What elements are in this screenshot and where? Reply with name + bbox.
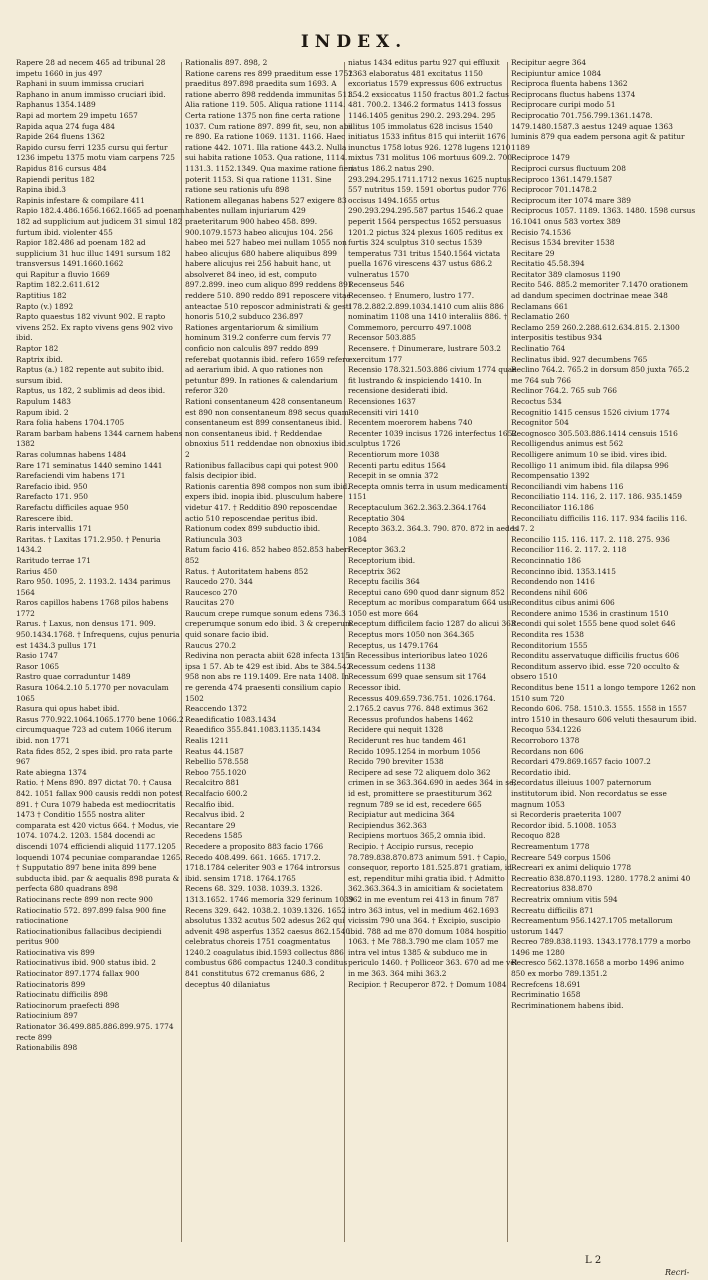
index-entry: Recepit in se omnia 372 [348,471,439,481]
index-entry: Rasura 1064.2.10 5.1770 per novaculam 1065 [16,683,169,703]
index-entry: Recompensatio 1392 [511,471,590,481]
index-entry: Recorroboro 1378 [511,736,580,745]
index-entry: Ratiocinativa vis 899 [16,947,95,957]
index-entry: Recreatorius 838.870 [511,884,593,894]
index-entry: Recordans non 606 [511,746,584,756]
index-entry: Recipior. † Recuperor 872. † Domum 1084 [348,979,507,989]
index-entry: Recipitur aegre 364 [511,58,587,67]
index-entry: Recriminationem habens ibid. [511,1000,624,1010]
index-entry: Raptrix ibid. [16,354,63,364]
index-entry: Recolligere animum 10 se ibid. vires ibid. [511,449,667,459]
index-entry: Ratiocinatio 572. 897.899 falsa 900 fine ratiocinatione [16,905,167,926]
index-entry: Recreatrix omnium vitis 594 [511,894,618,904]
index-entry: Recolligo 11 animum ibid. fila dilapsa 996 [511,460,669,470]
index-entry: Raros capillos habens 1768 pilos habens 1772 [16,598,169,618]
index-entry: Reconditus cibus animi 606 [511,598,615,608]
index-entry: Receptrix 362 [348,566,401,576]
index-entry: Recipiendus 362.363 [348,820,427,830]
index-entry: Rationabilis 898 [16,1043,78,1053]
index-entry: Recepto 363.2. 364.3. 790. 870. 872 in aedes 1084 [348,524,518,544]
index-entry: Receptui cano 690 quod danr signum 852 [348,587,505,597]
index-entry: Reaedifico 355.841.1083.1135.1434 [185,725,321,735]
catchword: Recri- [665,1268,690,1277]
index-entry: Recreatio 838.870.1193. 1280. 1778.2 animi 40 [511,873,691,883]
index-entry: Rapio 182.4.486.1656.1662.1665 ad poenam 182 ad supplicium aut judicem 31 simul 182 furtum ibid. violenter 455 [16,206,185,237]
index-entry: Rarius 450 [16,566,58,576]
index-entry: Rationi consentaneum 428 consentaneum est 890 non consentaneum 898 secus quam consentaneum est 899 consentaneus ibid. non consentaneus ibid. † Reddendae obnoxius 511 reddendae non obnoxius ibid. 2 [185,397,349,459]
index-entry: Ratus. † Autoritatem habens 852 [185,566,309,576]
index-entry: Reclamans 661 [511,301,569,311]
index-entry: Reclino 764.2. 765.2 in dorsum 850 juxta 765.2 me 764 sub 766 [511,365,690,385]
index-entry: Reconcilior 116. 2. 117. 2. 118 [511,545,627,555]
index-entry: Recondens nihil 606 [511,587,588,597]
index-entry: Recondere animo 1536 in crastinum 1510 [511,608,669,618]
index-column-4 [511,58,697,1258]
index-entry: Recentiorum more 1038 [348,449,440,459]
index-entry: Rapido cursu ferri 1235 cursu qui fertur 1236 impetu 1375 motu viam carpens 725 [16,142,175,163]
index-entry: Recedere a proposito 883 facio 1766 [185,841,324,851]
index-entry: Rapiendi peritus 182 [16,174,95,184]
index-entry: Recipiens mortuos 365,2 omnia ibid. [348,831,486,841]
index-entry: Recedens 1585 [185,831,243,841]
index-entry: Recido 790 breviter 1538 [348,757,444,767]
index-entry: Reconciliatio 114. 116, 2. 117. 186. 935.1459 [511,492,682,502]
index-entry: Receptaculum 362.2.363.2.364.1764 [348,502,487,512]
index-entry: Reboo 755.1020 [185,767,247,777]
index-entry: Recondo 606. 758. 1510.3. 1555. 1558 in 1557 intro 1510 in thesauro 606 veluti thesaurum ibid. [511,704,697,724]
index-entry: Reclinatio 764 [511,344,566,354]
index-entry: Rasura qui opus habet ibid. [16,704,120,714]
index-entry: Rasio 1747 [16,651,58,661]
index-entry: Rapidus 816 cursus 484 [16,163,107,173]
index-entry: Recolligendus animus est 562 [511,439,624,449]
index-entry: Rarus. † Laxus, non densus 171. 909. 950.1434.1768. † Infrequens, cujus penuria est 1434.3 pullus 171 [16,619,180,650]
index-entry: Rarefacto 171. 950 [16,492,89,502]
index-entry: Ratiocinans recte 899 non recte 900 [16,894,153,904]
index-entry: Recenseo. † Enumero, lustro 177. 178.2.882.2.899.1034.1410 cum aliis 886 nominatim 1108 una 1410 interaliis 886. † Commemoro, percurro 497.1008 [348,291,508,332]
index-entry: Raptus (a.) 182 repente aut subito ibid. sursum ibid. [16,365,164,385]
index-entry: Rata fides 852, 2 spes ibid. pro rata parte 967 [16,746,173,767]
index-entry: Recipio. † Accipio rursus, recepio 78.789.838.870.873 animum 591. † Capio, consequor, reporto 181.525.871 gratiam, id est, rependitur mihi gratia ibid. † Admitto 362.363.364.3 in amicitiam & societatem 362 in me eventum rei 413 in finum 787 intro 363 intus, vel in medium 462.1693 vicissim 790 una 364. † Excipio, suscipio ibid. 788 ad me 870 domum 1084 hospitio 1063. † Me 788.3.790 me clam 1057 me intra vel intus 1385 & subduco me in periculo 1460. † Polliceor 363. 670 ad me vel in me 363. 364 mihi 363.2 [348,841,518,979]
index-entry: Rate abiegna 1374 [16,767,87,777]
index-entry: Rationalis 897. 898, 2 [185,58,268,67]
index-entry: Receptus mors 1050 non 364.365 [348,630,475,640]
index-entry: Reciprocatio 701.756.799.1361.1478. 1479.1480.1587.3 aestus 1249 aquae 1363 luminis 879 qua eadem persona agit & patitur 1189 [511,110,685,152]
index-entry: Recipiatur aut medicina 364 [348,810,455,820]
index-entry: Raphanus 1354.1489 [16,100,96,110]
index-entry: Recedo 408.499. 661. 1665. 1717.2. 1718.1784 celeriter 903 e 1764 introrsus ibid. sensim 1718. 1764.1765 [185,852,340,883]
index-entry: Rapulum 1483 [16,397,71,406]
index-entry: Recreare 549 corpus 1506 [511,852,611,862]
index-entry: Rapinis infestare & compilare 411 [16,195,145,205]
index-entry: Recentem moerorem habens 740 [348,418,473,428]
index-entry: Recessum 699 quae sensum sit 1764 [348,672,487,682]
index-entry: Reciprocus 1057. 1189. 1363. 1480. 1598 cursus 16.1041 onus 583 vortex 389 [511,206,696,226]
index-entry: Receptus, us 1479.1764 [348,640,439,650]
index-entry: Ratiocinorum praefecti 898 [16,1000,120,1010]
index-entry: Receptor 363.2 [348,545,406,555]
index-entry: Reaedificatio 1083.1434 [185,714,277,724]
index-entry: Rationum codex 899 subductio ibid. [185,524,321,534]
index-entry: Rare 171 seminatus 1440 semino 1441 [16,460,163,470]
index-entry: Recepta omnis terra in usum medicamenti 1151 [348,481,508,502]
index-entry: Recondendo non 1416 [511,577,595,587]
index-entry: Recalfio ibid. [185,799,235,809]
index-entry: Recognitio 1415 census 1526 civium 1774 [511,407,670,417]
index-entry: Recensere. † Dinumerare, lustrare 503.2 exercitum 177 [348,344,502,364]
index-entry: Recalcitro 881 [185,778,240,788]
index-entry: Reciproce 1479 [511,153,570,163]
index-entry: Raris intervallis 171 [16,524,93,534]
index-entry: Recreamentum 956.1427.1705 metallorum ustorum 1447 [511,916,673,936]
index-entry: Recensiones 1637 [348,397,416,406]
index-entry: Raptim 182.2.611.612 [16,280,100,290]
index-entry: Rasus 770.922.1064.1065.1770 bene 1066.2 circumquaque 723 ad cutem 1066 iterum ibid. non 1771 [16,714,184,745]
signature-mark: L 2 [585,1255,602,1266]
index-entry: Rapide 264 fluens 1362 [16,132,105,142]
index-entry: Reciproco 1361.1479.1587 [511,174,613,184]
index-entry: Raphani in suum immissa cruciari [16,79,144,89]
index-entry: Recessus 409.659.736.751. 1026.1764. 2.1765.2 cavus 776. 848 extimus 362 [348,693,496,714]
index-entry: Reconcinnatio 186 [511,555,581,565]
index-entry: Raro 950. 1095, 2. 1193.2. 1434 parimus 1564 [16,577,171,597]
index-entry: Receptum ac moribus comparatum 664 usu 1050 est more 664 [348,598,512,618]
index-entry: Recipere ad sese 72 aliquem dolo 362 crimen in se 363.364.690 in aedes 364 in se, id est, promittere se praestiturum 362 regnum 789 se id est, recedere 665 [348,767,516,809]
index-entry: Recens 329. 642. 1038.2. 1039.1326. 1652 absolutus 1332 acutus 502 adesus 262 qui advenit 498 asperfus 1352 caesus 862.1540 celebratus choreis 1751 coagmentatus 1240.2 coagulatus ibid.1593 collectus 886 combustus 686 compactus 1240.3 conditus 841 constitutus 672 cremanus 686, 2 deceptus 40 dilaniatus [185,905,351,989]
index-entry: Ratiocinationibus fallacibus decipiendi peritus 900 [16,926,162,947]
index-entry: Recido 1095.1254 in morbum 1056 [348,746,481,756]
index-entry: Ratiuncula 303 [185,534,243,544]
index-entry: Recrefcens 18.691 [511,979,581,989]
index-entry: Raptor 182 [16,344,59,354]
index-entry: Recitatio 45.58.394 [511,259,585,269]
index-entry: Ratum facio 416. 852 habeo 852.853 haberi 852 [185,545,351,565]
index-entry: in Recessibus interioribus lateo 1026 [348,651,488,661]
index-entry: Reciprocum iter 1074 mare 389 [511,195,631,205]
index-entry: Reciprocor 701.1478.2 [511,185,597,195]
index-entry: Reconcinno ibid. 1353.1415 [511,566,616,576]
index-entry: Receptu facilis 364 [348,577,420,587]
index-entry: Receptorium ibid. [348,555,416,565]
index-entry: Recognitor 504 [511,418,569,428]
index-entry: Recresco 562.1378.1658 a morbo 1496 animo 850 ex morbo 789.1351.2 [511,958,684,979]
index-entry: Reclamatio 260 [511,312,570,322]
index-entry: Raram barbam habens 1344 carnem habens 1382 [16,428,183,449]
index-entry: Recalvus ibid. 2 [185,810,245,820]
index-entry: niatus 1434 editus partu 927 qui effluxit 1363 elaboratus 481 excitatus 1150 excoriatus 1579 expressus 606 extructus 354.2 exsiccatus 1150 fractus 801.2 factus 481. 700.2. 1346.2 formatus 1413 fossus 1146.1405 genitus 290.2. 293.294. 295 illitus 105 immolatus 628 incisus 1540 initiatus 1533 infitus 815 qui interiit 1676 inunctus 1758 lotus 926. 1278 lugens 1210 mixtus 731 molitus 106 mortuus 609.2. 700 natus 186.2 natus 290. 293.294.295.1711.1712 nexus 1625 nuptus 557 nutritus 159. 1591 obortus pudor 776 occisus 1494.1655 ortus 290.293.294.295.587 partus 1546.2 quae peperit 1564 perspectus 1652 persuasus 1201.2 pictus 324 plexus 1605 reditus ex furtis 324 sculptus 310 sectus 1539 temperatus 731 tritus 1540.1564 victata puella 1676 virescens 437 ustus 686.2 vulneratus 1570 [348,58,512,279]
index-entry: Recessor ibid. [348,683,401,693]
index-entry: Rapida aqua 274 fuga 484 [16,121,115,131]
index-entry: Recisio 74.1536 [511,227,571,237]
index-entry: Reconditum asservo ibid. esse 720 occulto & obsero 1510 [511,661,680,682]
index-entry: Reconcilio 115. 116. 117. 2. 118. 275. 936 [511,534,670,544]
index-entry: Ratione carens res 899 praeditum esse 1752 praeditus 897.898 praedita sum 1693. A ratione aberro 898 reddenda immunitas 511. Alia ratione 119. 505. Aliqua ratione 1114. Certa ratione 1375 non fine certa ratione 1037. Cum ratione 897. 899 fit, seu, non abs re 890. Ea ratione 1069. 1131. 1166. Haec ratione 442. 1071. Illa ratione 443.2. Nulla sui habita ratione 1053. Qua ratione, 1114. 1131.3. 1152.1349. Qua maxime ratione fieri poterit 1153. Si qua ratione 1131. Sine ratione seu rationis ufu 898 [185,68,355,195]
index-entry: Raphano in anum immisso cruciari ibid. [16,89,166,99]
index-entry: Recisus 1534 breviter 1538 [511,238,615,248]
index-entry: Rarefaciendi vim habens 171 [16,471,126,481]
index-entry: Recidere qui nequit 1328 [348,725,444,735]
index-entry: Reciprocans fluctus habens 1374 [511,89,636,99]
index-entry: Recreo 789.838.1193. 1343.1778.1779 a morbo 1496 me 1280 [511,937,691,957]
index-entry: Reaccendo 1372 [185,704,248,714]
index-entry: Recessum cedens 1138 [348,661,436,671]
index-entry: Reciprocare curipi modo 51 [511,100,616,110]
index-entry: Recitare 29 [511,248,555,258]
index-entry: Recreatu difficilis 871 [511,905,594,915]
index-entry: Rapina ibid.3 [16,185,66,195]
index-entry: Recordatus illeiuus 1007 paternorum institutorum ibid. Non recordatus se esse magnum 1053 [511,778,667,809]
index-entry: Recoquo 534.1226 [511,725,582,735]
index-entry: Raucus 270.2 [185,640,237,650]
index-entry: Rarefacio ibid. 950 [16,481,88,491]
index-entry: Reclinatus ibid. 927 decumbens 765 [511,354,648,364]
index-entry: Rationator 36.499.885.886.899.975. 1774 recte 899 [16,1022,174,1042]
index-entry: Reconditu asservatuque difficilis fructus 606 [511,651,680,661]
index-entry: Recalfacio 600.2 [185,788,248,798]
index-entry: Redivina non peracta abiit 628 infecta 1315 ipsa 1 57. Ab te 429 est ibid. Abs te 384.542. 958 non abs re 119.1409. Ere nata 1408. In re gerenda 474 praesenti consilium capio 1502 [185,651,354,703]
index-entry: Recriminatio 1658 [511,990,581,1000]
index-entry: qui Rapitur a fluvio 1669 [16,269,110,279]
index-entry: Raptus, us 182, 2 sublimis ad deos ibid. [16,386,166,396]
index-entry: Rapere 28 ad necem 465 ad tribunal 28 impetu 1660 in jus 497 [16,58,166,78]
index-entry: Raucedo 270. 344 [185,577,253,587]
index-entry: Rapior 182.486 ad poenam 182 ad supplicium 31 huc illuc 1491 sursum 182 transversus 1491.1660.1662 [16,238,171,269]
index-entry: Recensiti viri 1410 [348,407,419,417]
index-entry: Rationibus fallacibus capi qui potest 900 falsis decipior ibid. [185,460,339,481]
index-entry: Recipiuntur amice 1084 [511,68,602,78]
index-entry: Realis 1211 [185,736,230,745]
index-entry: Rationes argentariorum & similium hominum 319.2 conferre cum fervis 77 conficio non calculis 897 reddo 899 referebat quotannis ibid. refero 1659 refero ad aerarium ibid. A quo rationes non petuntur 899. In rationes & calendarium referor 320 [185,322,351,396]
index-entry: Receptum difficilem facio 1287 do alicui 363 [348,619,516,629]
index-entry: Rapum ibid. 2 [16,407,69,417]
index-entry: Rationis carentia 898 compos non sum ibid. expers ibid. inopia ibid. plusculum habere videtur 417. † Redditio 890 reposcendae actio 510 reposcendae peritus ibid. [185,481,350,523]
index-entry: Rarefactu difficiles aquae 950 [16,502,129,512]
index-entry: Ratio. † Mens 890. 897 dictat 70. † Causa 842. 1051 fallax 900 causis reddi non potest 891. † Cura 1079 habeda est mediocritatis 1473 † Conditio 1555 nostra aliter comparata est 420 victus 664. † Modus, vie 1074. 1074.2. 1203. 1584 docendi ac discendi 1074 efficiendi aliquid 1177.1205 loquendi 1074 pecuniae comparandae 1265. † Supputatio 897 bene inita 899 bene subducta ibid. par & aequalis 898 purata & perfecta 680 quadrans 898 [16,778,183,894]
index-entry: Reconditorium 1555 [511,640,588,650]
index-column-2 [185,58,355,1258]
index-entry: Reciderunt res huc tandem 461 [348,736,467,745]
index-entry: Recitator 389 clamosus 1190 [511,269,621,279]
index-entry: Recordor ibid. 5.1008. 1053 [511,820,617,830]
index-entry: Raritas. † Laxitas 171.2.950. † Penuria 1434.2 [16,534,161,555]
index-entry: Raptitius 182 [16,291,67,301]
index-entry: Rationem alleganas habens 527 exigere 83 habentes nullam injuriarum 429 praeteritarum 900 habeo 458. 899. 900.1079.1573 habeo alicujus 104. 256 habeo mei 527 habeo mei nullam 1055 non habeo alicujus 680 habere aliquibus 899 habere alicujus rei 256 habuit hanc, ut absolveret 84 ineo, id est, computo 897.2.899. ineo cum aliquo 899 reddens 891 reddere 510. 890 reddo 891 reposcere vitae anteactae 510 reposcor administrati & gesti honoris 510,2 subduco 236.897 [185,195,353,322]
index-entry: Reciproca fluenta habens 1362 [511,79,628,89]
index-entry: Reatus 44.1587 [185,746,244,756]
index-entry: Rarescere ibid. [16,513,74,523]
index-entry: Recensor 503.885 [348,333,416,343]
index-entry: Reconciliandi vim habens 116 [511,481,624,491]
index-entry: Recordari 479.869.1657 facio 1007.2 [511,757,651,767]
index-entry: Raras columnas habens 1484 [16,449,127,459]
index-entry: Recognosco 305.503.886.1414 censuis 1516 [511,428,678,438]
index-entry: Recondita res 1538 [511,630,584,640]
index-entry: Receptatio 304 [348,513,405,523]
index-entry: Recreamentum 1778 [511,841,590,851]
index-entry: si Recorderis praeterita 1007 [511,810,622,820]
index-entry: Rapi ad mortem 29 impetu 1657 [16,110,138,120]
index-entry: Reclinor 764.2. 765 sub 766 [511,386,617,396]
index-entry: Ratiocinativus ibid. 900 status ibid. 2 [16,958,156,968]
index-entry: Rara folia habens 1704.1705 [16,418,125,428]
index-entry: Recantare 29 [185,820,236,830]
index-column-1 [16,58,186,1258]
index-entry: Raucum crepe rumque sonum edens 736.3 creperumque sonum edo ibid. 3 & creperum quid sonare facio ibid. [185,608,353,640]
index-entry: Ratiocinatoris 899 [16,979,86,989]
index-entry: Recordatio ibid. [511,767,571,777]
index-entry: Recondi qui solet 1555 bene quod solet 646 [511,619,676,629]
index-entry: Recito 546. 885.2 memoriter 7.1470 orationem ad dandum specimen doctrinae meae 348 [511,280,689,301]
index-entry: Rapto quaestus 182 vivunt 902. E rapto vivens 252. Ex rapto vivens gens 902 vivo ibid. [16,312,173,343]
index-entry: Recensio 178.321.503.886 civium 1774 quae fit lustrando & inspiciendo 1410. In recensione desiderati ibid. [348,365,517,396]
index-entry: Ratiocinator 897.1774 fallax 900 [16,969,140,979]
index-entry: Recessus profundos habens 1462 [348,714,474,724]
index-entry: Recoctus 534 [511,397,562,406]
index-entry: Reconditus bene 1511 a longo tempore 1262 non 1510 sum 720 [511,683,696,703]
index-entry: Reciproci cursus fluctuum 208 [511,163,626,173]
index-entry: Recens 68. 329. 1038. 1039.3. 1326. 1313.1652. 1746 memoria 329 ferinum 1039 [185,884,354,904]
index-entry: Ratiocinium 897 [16,1011,78,1021]
index-entry: Raucesco 270 [185,587,238,597]
index-entry: Rapto (v.) 1892 [16,301,74,311]
index-entry: Reconciliatu difficilis 116. 117. 934 facilis 116. 117. 2 [511,513,688,534]
index-entry: Rebellio 578.558 [185,757,249,767]
index-entry: Ratiocinatu difficilis 898 [16,990,108,1000]
index-entry: Reconciliator 116.186 [511,502,594,512]
index-entry: Recoquo 828 [511,831,560,841]
index-column-3 [348,58,518,1258]
index-entry: Recreari ex animi deliquio 1778 [511,863,632,873]
page-title: INDEX. [300,32,408,52]
index-entry: Reclamo 259 260.2.288.612.634.815. 2.1300 interpositis testibus 934 [511,322,680,343]
index-entry: Rastro quae corraduntur 1489 [16,672,131,682]
index-entry: Raritudo terrae 171 [16,555,91,565]
index-entry: Rasor 1065 [16,661,60,671]
index-entry: Recenseus 546 [348,280,405,290]
index-entry: Raucitas 270 [185,598,235,608]
index-entry: Recenti partu editus 1564 [348,460,446,470]
index-entry: Recenter 1039 incisus 1726 interfectus 1652 sculptus 1726 [348,428,518,449]
